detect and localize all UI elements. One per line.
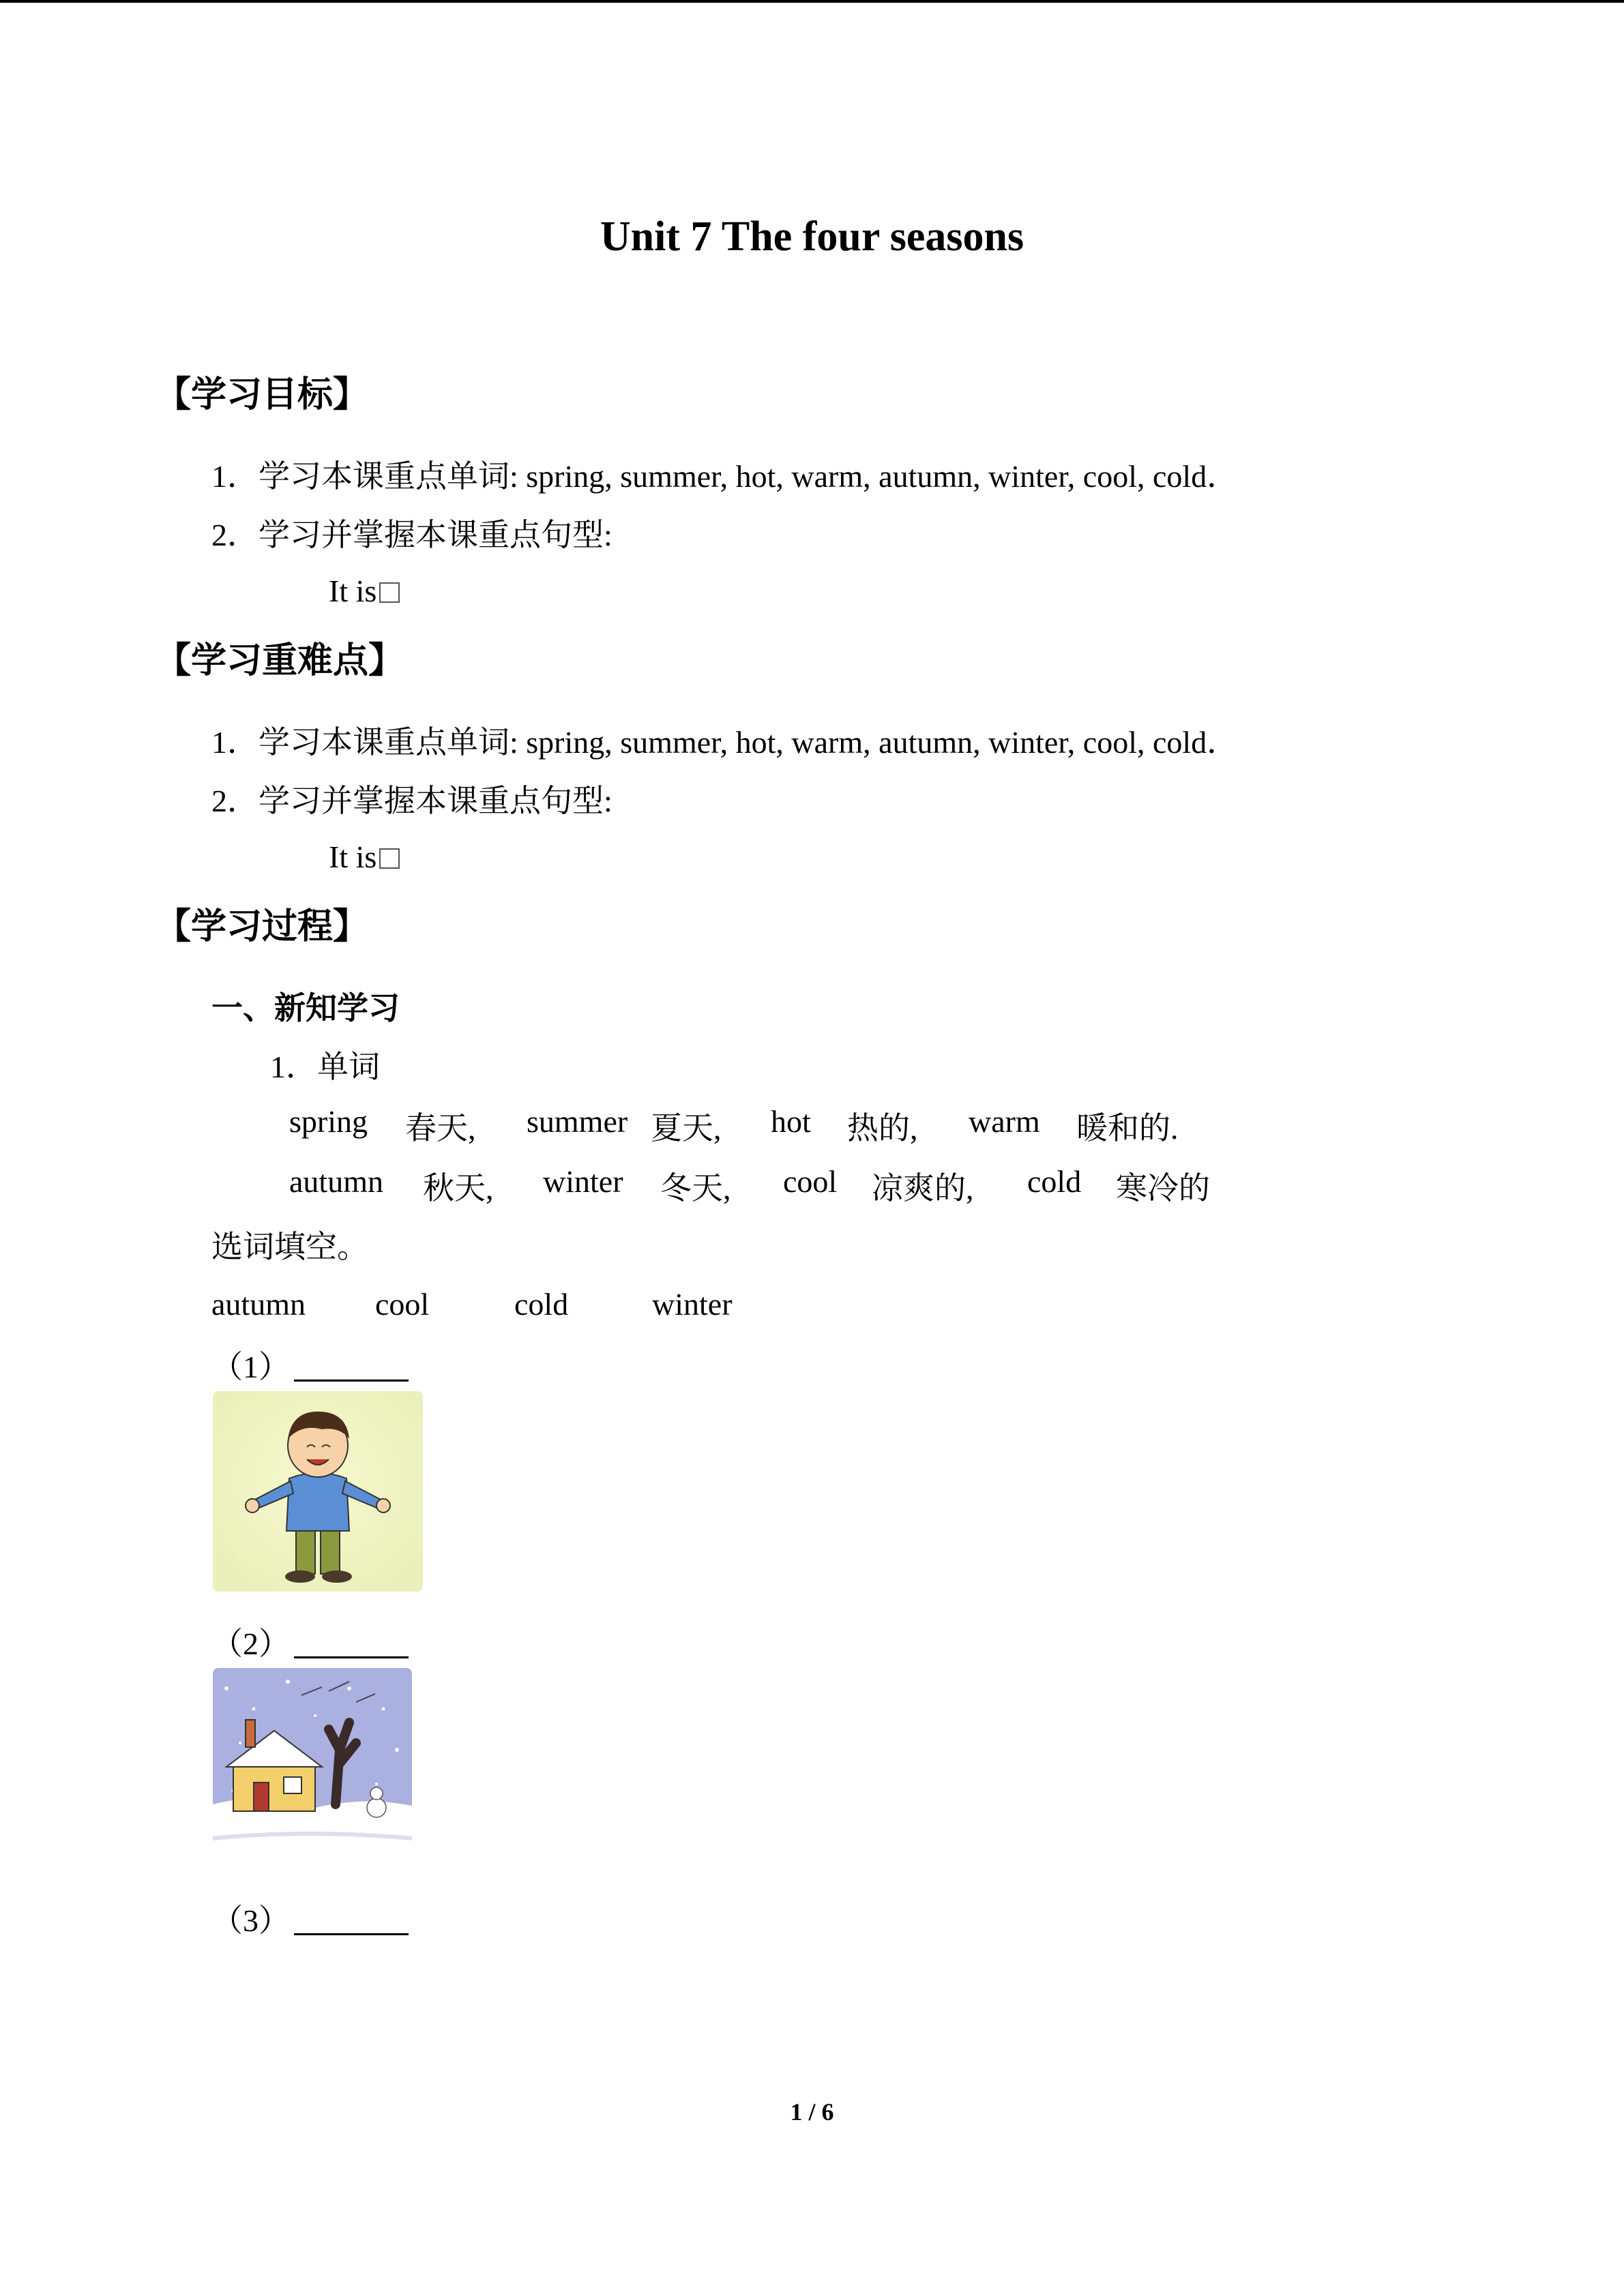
words-heading: 1．单词 xyxy=(270,1049,380,1084)
item-number: （1） xyxy=(211,1350,290,1384)
item-number: （3） xyxy=(211,1903,290,1938)
word-bank-item: autumn xyxy=(211,1287,306,1322)
page-title: Unit 7 The four seasons xyxy=(600,213,1024,260)
pattern-text: It is xyxy=(329,573,377,608)
answer-blank[interactable] xyxy=(294,1626,409,1658)
objectives-item-2: 2．学习并掌握本课重点句型: xyxy=(211,518,612,552)
missing-glyph-box xyxy=(379,848,400,869)
winter-illustration xyxy=(213,1668,412,1860)
vocab-en: cold xyxy=(1027,1164,1082,1199)
exercise-item-1 xyxy=(211,1342,409,1387)
key-points-item-2: 2．学习并掌握本课重点句型: xyxy=(211,784,612,818)
item-number: （2） xyxy=(211,1626,290,1661)
vocab-en: winter xyxy=(543,1164,623,1199)
exercise-item-3 xyxy=(211,1896,409,1941)
new-knowledge-heading: 一、新知学习 xyxy=(211,989,400,1026)
vocab-en: autumn xyxy=(289,1164,383,1199)
boy-illustration xyxy=(213,1391,423,1592)
word-bank-item: cool xyxy=(375,1287,430,1322)
objectives-heading: 【学习目标】 xyxy=(156,374,369,415)
vocab-zh: 春天, xyxy=(405,1111,476,1146)
page-number: 1 / 6 xyxy=(790,2098,834,2126)
vocab-zh: 寒冷的 xyxy=(1116,1171,1210,1206)
objectives-pattern xyxy=(329,573,400,609)
vocab-en: spring xyxy=(289,1104,368,1139)
vocab-en: hot xyxy=(771,1104,811,1139)
vocab-en: summer xyxy=(527,1104,628,1139)
vocab-en: cool xyxy=(783,1164,838,1199)
objectives-item-1: 1．学习本课重点单词: spring, summer, hot, warm, autumn, winter, cool, cold． xyxy=(211,459,1239,494)
answer-blank[interactable] xyxy=(294,1903,409,1935)
vocab-zh: 暖和的. xyxy=(1076,1111,1179,1146)
snowy-house-image xyxy=(213,1668,412,1860)
exercise-item-2 xyxy=(211,1619,409,1664)
boy-cool-weather-image xyxy=(213,1391,423,1592)
top-border xyxy=(0,0,1624,3)
word-bank-item: cold xyxy=(514,1287,569,1322)
vocab-zh: 秋天, xyxy=(423,1171,494,1206)
key-points-item-1: 1．学习本课重点单词: spring, summer, hot, warm, autumn, winter, cool, cold． xyxy=(211,725,1239,760)
vocab-zh: 热的, xyxy=(847,1111,918,1146)
key-points-heading: 【学习重难点】 xyxy=(156,640,404,681)
vocab-zh: 夏天, xyxy=(651,1111,722,1146)
pattern-text: It is xyxy=(329,839,377,874)
word-bank-item: winter xyxy=(652,1287,733,1322)
vocab-en: warm xyxy=(969,1104,1040,1139)
vocab-zh: 凉爽的, xyxy=(872,1171,974,1206)
answer-blank[interactable] xyxy=(294,1350,409,1382)
exercise-instruction: 选词填空。 xyxy=(211,1229,368,1264)
process-heading: 【学习过程】 xyxy=(156,906,369,947)
vocab-zh: 冬天, xyxy=(660,1171,731,1206)
missing-glyph-box xyxy=(379,582,400,603)
key-points-pattern xyxy=(329,839,400,875)
